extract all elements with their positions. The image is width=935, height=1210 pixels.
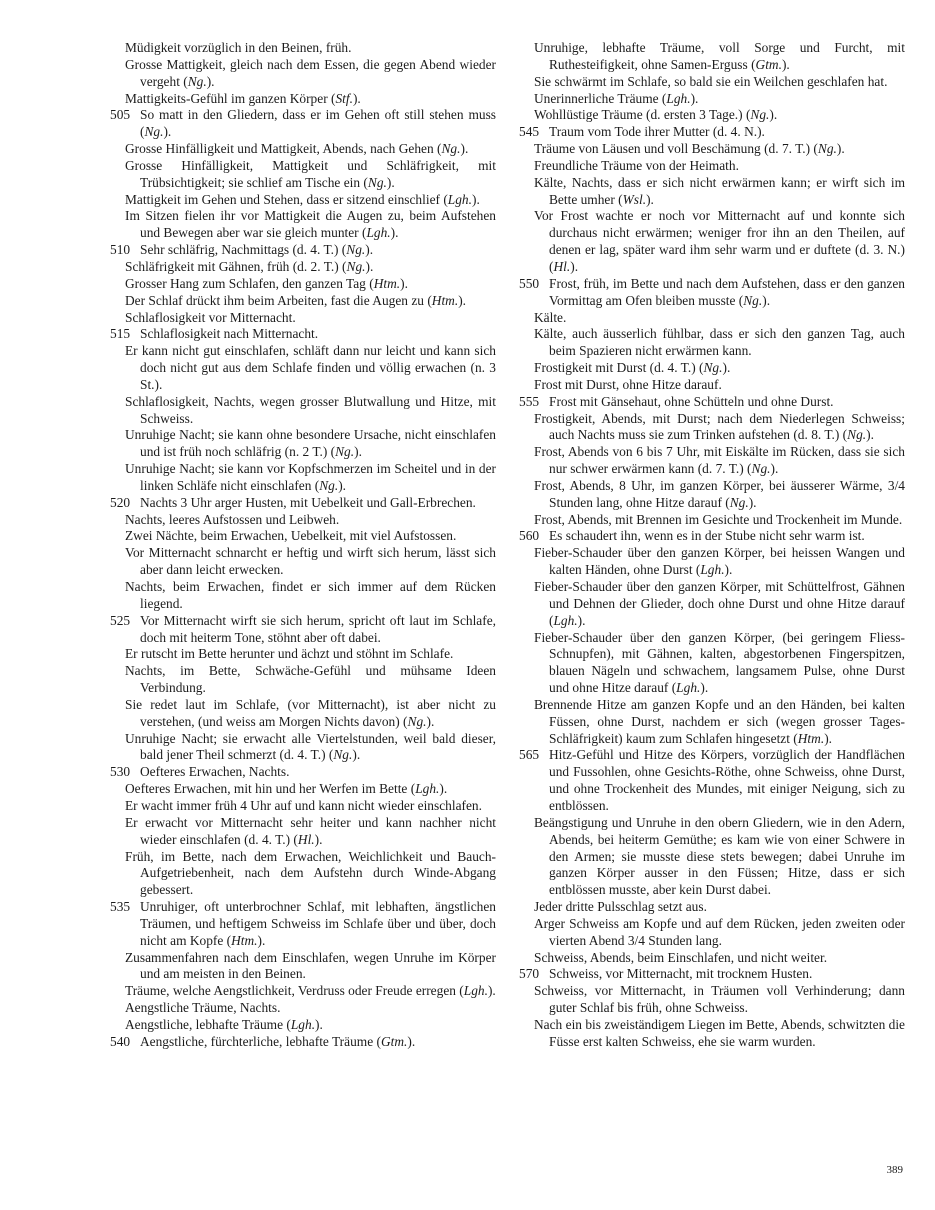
symptom-entry: Schweiss, Abends, beim Einschlafen, und nicht weiter. <box>534 949 828 965</box>
entry-number: 550 <box>519 275 540 291</box>
symptom-entry: Nachts, leeres Aufstossen und Leibweh. <box>125 511 340 527</box>
entry-text: Frost, früh, im Bette und nach dem Aufstehen, dass er den ganzen Vormittag am Ofen bleiben musste (Ng.). <box>549 275 905 308</box>
entry-text: Oefteres Erwachen, Nachts. <box>140 764 290 780</box>
entry-number: 505 <box>110 107 131 123</box>
symptom-entry: Vor Frost wachte er noch vor Mitternacht auf und konnte sich durchaus nicht erwärmen; weniger fror ihn an den Theilen, auf denen er lag, später ward ihm sehr warm und er duftete (d. 3. N.) (Hl.). <box>534 208 905 274</box>
symptom-entry: Unruhige, lebhafte Träume, voll Sorge und Furcht, mit Ruthesteifigkeit, ohne Samen-Erguss (Gtm.). <box>534 40 905 72</box>
symptom-entry <box>110 107 496 141</box>
symptom-entry: Der Schlaf drückt ihm beim Arbeiten, fast die Augen zu (Htm.). <box>125 292 467 308</box>
symptom-entry: Früh, im Bette, nach dem Erwachen, Weichlichkeit und Bauch-Aufgetriebenheit, nach dem Aufstehn durch Winde-Abgang gebessert. <box>125 848 496 898</box>
symptom-entry: Unruhige Nacht; sie kann vor Kopfschmerzen im Scheitel und in der linken Schläfe nicht einschlafen (Ng.). <box>125 461 496 493</box>
symptom-entry: Wohllüstige Träume (d. ersten 3 Tage.) (Ng.). <box>534 107 778 123</box>
symptom-entry <box>519 528 905 545</box>
symptom-entry <box>110 613 496 647</box>
symptom-entry <box>519 276 905 310</box>
symptom-entry: Schlaflosigkeit vor Mitternacht. <box>125 309 296 325</box>
entry-text: Sehr schläfrig, Nachmittags (d. 4. T.) (Ng.). <box>140 242 374 258</box>
left-column <box>110 40 496 1051</box>
symptom-entry: Sie redet laut im Schlafe, (vor Mitternacht), ist aber nicht zu verstehen, (und weiss am Morgen Nichts davon) (Ng.). <box>125 696 496 729</box>
entry-text: Schweiss, vor Mitternacht, mit trocknem Husten. <box>549 966 813 982</box>
entry-text: Vor Mitternacht wirft sie sich herum, spricht oft laut im Schlafe, doch mit heiterm Tone, stöhnt aber oft dabei. <box>140 612 496 645</box>
symptom-entry: Kälte, auch äusserlich fühlbar, dass er sich den ganzen Tag, auch beim Spazieren nicht erwärmen kann. <box>534 326 905 359</box>
symptom-entry: Vor Mitternacht schnarcht er heftig und wirft sich herum, lässt sich aber dann leicht erwecken. <box>125 545 496 578</box>
symptom-entry: Unruhige Nacht; sie erwacht alle Viertelstunden, weil bald dieser, bald jener Theil schmerzt (d. 4. T.) (Ng.). <box>125 730 496 763</box>
symptom-entry: Beängstigung und Unruhe in den obern Gliedern, wie in den Adern, Abends, bei heiterm Gemüthe; es kam wie von einer Schwere in den Armen; sie musste diese stets bewegen; dabei Unruhe im ganzen Körper ausser in den Füssen; Hitze, dass er sich entblössen musste, aber kein Durst dabei. <box>534 814 905 898</box>
symptom-entry <box>110 899 496 950</box>
symptom-entry <box>110 495 496 512</box>
right-column <box>519 40 905 1051</box>
entry-number: 525 <box>110 612 131 628</box>
symptom-entry: Frost, Abends von 6 bis 7 Uhr, mit Eiskälte im Rücken, dass sie sich nur schwer erwärmen kann (d. 7. T.) (Ng.). <box>534 444 905 477</box>
symptom-entry: Oefteres Erwachen, mit hin und her Werfen im Bette (Lgh.). <box>125 781 448 797</box>
symptom-entry: Kälte, Nachts, dass er sich nicht erwärmen kann; er wirft sich im Bette umher (Wsl.). <box>534 174 905 207</box>
symptom-entry <box>110 242 496 259</box>
symptom-entry: Frost mit Durst, ohne Hitze darauf. <box>534 376 722 392</box>
entry-number: 565 <box>519 747 540 763</box>
symptom-entry <box>110 1034 496 1051</box>
symptom-entry: Er rutscht im Bette herunter und ächzt und stöhnt im Schlafe. <box>125 646 454 662</box>
symptom-entry: Brennende Hitze am ganzen Kopfe und an den Händen, bei kalten Füssen, ohne Durst, nachdem er sich (wegen grosser Tages-Schläfrigkeit) kaum zum Schlafen hingesetzt (Htm.). <box>534 696 905 746</box>
symptom-entry: Aengstliche Träume, Nachts. <box>125 1000 281 1016</box>
entry-text: Es schaudert ihn, wenn es in der Stube nicht sehr warm ist. <box>549 528 865 544</box>
entry-text: Frost mit Gänsehaut, ohne Schütteln und ohne Durst. <box>549 393 834 409</box>
symptom-entry: Träume von Läusen und voll Beschämung (d. 7. T.) (Ng.). <box>534 141 845 157</box>
symptom-entry: Zusammenfahren nach dem Einschlafen, wegen Unruhe im Körper und am meisten in den Beinen. <box>125 949 496 982</box>
symptom-entry <box>519 747 905 814</box>
symptom-entry: Träume, welche Aengstlichkeit, Verdruss oder Freude erregen (Lgh.). <box>125 983 496 999</box>
symptom-entry: Schlaflosigkeit, Nachts, wegen grosser Blutwallung und Hitze, mit Schweiss. <box>125 393 496 426</box>
entry-text: So matt in den Gliedern, dass er im Gehen oft still stehen muss (Ng.). <box>140 107 496 140</box>
symptom-entry <box>110 764 496 781</box>
page-number: 389 <box>886 1164 903 1176</box>
symptom-entry: Er wacht immer früh 4 Uhr auf und kann nicht wieder einschlafen. <box>125 797 482 813</box>
symptom-entry: Mattigkeits-Gefühl im ganzen Körper (Stf.). <box>125 90 361 106</box>
symptom-entry: Mattigkeit im Gehen und Stehen, dass er sitzend einschlief (Lgh.). <box>125 191 480 207</box>
entry-number: 545 <box>519 124 540 140</box>
symptom-entry: Grosse Mattigkeit, gleich nach dem Essen, die gegen Abend wieder vergeht (Ng.). <box>125 56 496 89</box>
symptom-entry: Unerinnerliche Träume (Lgh.). <box>534 90 699 106</box>
symptom-entry: Unruhige Nacht; sie kann ohne besondere Ursache, nicht einschlafen und ist früh noch schläfrig (n. 2 T.) (Ng.). <box>125 427 496 460</box>
entry-number: 540 <box>110 1033 131 1049</box>
entry-number: 570 <box>519 966 540 982</box>
entry-text: Aengstliche, fürchterliche, lebhafte Träume (Gtm.). <box>140 1033 416 1049</box>
symptom-entry: Kälte. <box>534 309 567 325</box>
symptom-entry: Freundliche Träume von der Heimath. <box>534 157 739 173</box>
symptom-entry: Frostigkeit, Abends, mit Durst; nach dem Niederlegen Schweiss; auch Nachts muss sie zum Trinken aufstehen (d. 8. T.) (Ng.). <box>534 410 905 443</box>
symptom-entry: Frost, Abends, 8 Uhr, im ganzen Körper, bei äusserer Wärme, 3/4 Stunden lang, ohne Hitze darauf (Ng.). <box>534 477 905 510</box>
symptom-entry <box>519 966 905 983</box>
symptom-entry: Zwei Nächte, beim Erwachen, Uebelkeit, mit viel Aufstossen. <box>125 528 457 544</box>
entry-text: Unruhiger, oft unterbrochner Schlaf, mit lebhaften, ängstlichen Träumen, und heftigem Schweiss im Schlafe über und über, doch nicht am Kopfe (Htm.). <box>140 899 496 948</box>
symptom-entry: Schweiss, vor Mitternacht, in Träumen voll Verhinderung; dann guter Schlaf bis früh, ohne Schweiss. <box>534 983 905 1016</box>
symptom-entry: Nach ein bis zweiständigem Liegen im Bette, Abends, schwitzten die Füsse erst kalten Schweiss, ehe sie warm wurden. <box>534 1016 905 1049</box>
symptom-entry: Jeder dritte Pulsschlag setzt aus. <box>534 899 707 915</box>
symptom-entry <box>110 326 496 343</box>
symptom-entry <box>519 394 905 411</box>
symptom-entry: Müdigkeit vorzüglich in den Beinen, früh. <box>125 40 352 55</box>
symptom-entry: Frostigkeit mit Durst (d. 4. T.) (Ng.). <box>534 360 731 376</box>
symptom-entry: Er erwacht vor Mitternacht sehr heiter und kann nachher nicht wieder einschlafen (d. 4. T.) (Hl.). <box>125 814 496 847</box>
entry-text: Nachts 3 Uhr arger Husten, mit Uebelkeit und Gall-Erbrechen. <box>140 494 476 510</box>
symptom-entry <box>519 124 905 141</box>
symptom-entry: Fieber-Schauder über den ganzen Körper, mit Schüttelfrost, Gähnen und Dehnen der Glieder, doch ohne Durst und ohne Hitze darauf (Lgh.). <box>534 579 905 628</box>
entry-number: 515 <box>110 326 131 342</box>
symptom-entry: Sie schwärmt im Schlafe, so bald sie ein Weilchen geschlafen hat. <box>534 73 888 89</box>
symptom-entry: Er kann nicht gut einschlafen, schläft dann nur leicht und kann sich doch nicht gut aus dem Schlafe finden und völlig erwachen (n. 3 St.). <box>125 343 496 392</box>
symptom-entry: Arger Schweiss am Kopfe und auf dem Rücken, jeden zweiten oder vierten Abend 3/4 Stunden lang. <box>534 915 905 948</box>
entry-number: 560 <box>519 528 540 544</box>
entry-text: Hitz-Gefühl und Hitze des Körpers, vorzüglich der Handflächen und Fussohlen, ohne Gesichts-Röthe, ohne Schweiss, ohne Durst, und ohne Trockenheit des Mundes, mit einiger Neigung, sich zu entblössen. <box>549 747 905 813</box>
symptom-entry: Grosse Hinfälligkeit, Mattigkeit und Schläfrigkeit, mit Trübsichtigkeit; sie schlief am Tische ein (Ng.). <box>125 157 496 190</box>
symptom-entry: Nachts, im Bette, Schwäche-Gefühl und mühsame Ideen Verbindung. <box>125 663 496 696</box>
entry-number: 520 <box>110 494 131 510</box>
symptom-entry: Aengstliche, lebhafte Träume (Lgh.). <box>125 1016 323 1032</box>
entry-text: Traum vom Tode ihrer Mutter (d. 4. N.). <box>549 124 765 140</box>
symptom-entry: Fieber-Schauder über den ganzen Körper, bei heissen Wangen und kalten Händen, ohne Durst (Lgh.). <box>534 545 905 578</box>
entry-number: 535 <box>110 899 131 915</box>
symptom-entry: Frost, Abends, mit Brennen im Gesichte und Trockenheit im Munde. <box>534 511 903 527</box>
entry-number: 530 <box>110 764 131 780</box>
symptom-entry: Im Sitzen fielen ihr vor Mattigkeit die Augen zu, beim Aufstehen und Bewegen aber war sie gleich munter (Lgh.). <box>125 208 496 241</box>
symptom-entry: Grosse Hinfälligkeit und Mattigkeit, Abends, nach Gehen (Ng.). <box>125 141 469 157</box>
entry-number: 555 <box>519 393 540 409</box>
symptom-entry: Nachts, beim Erwachen, findet er sich immer auf dem Rücken liegend. <box>125 579 496 611</box>
entry-number: 510 <box>110 242 131 258</box>
symptom-entry: Schläfrigkeit mit Gähnen, früh (d. 2. T.) (Ng.). <box>125 258 374 274</box>
symptom-entry: Grosser Hang zum Schlafen, den ganzen Tag (Htm.). <box>125 275 408 291</box>
symptom-entry: Fieber-Schauder über den ganzen Körper, (bei geringem Fliess-Schnupfen), mit Gähnen, kalten, abgestorbenen Fingerspitzen, blauen Nägeln und schwachem, langsamem Pulse, ohne Durst und ohne Hitze darauf (Lgh.). <box>534 629 905 696</box>
entry-text: Schlaflosigkeit nach Mitternacht. <box>140 326 319 342</box>
